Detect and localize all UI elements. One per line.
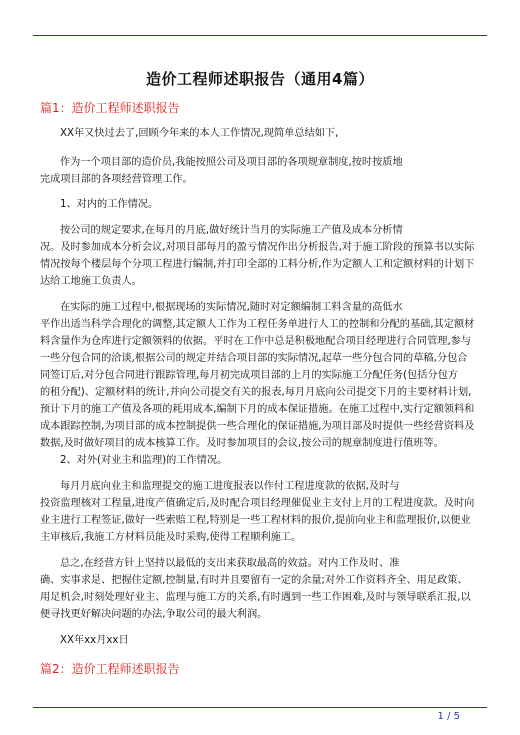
paragraph-line: 预计下月的施工产值及各项的耗用成本,编制下月的成本保证措施。在施工过程中,实行定额领料和 <box>40 404 475 415</box>
paragraph-line: 按公司的规定要求,在每月的月底,做好统计当月的实际施工产值及成本分析情 <box>60 225 403 236</box>
paragraph-line: 一些分包合同的洽谈,根据公司的规定并结合项目部的实际情况,起草一些分包合同的草稿,分包合 <box>40 353 468 364</box>
header-rule <box>33 35 487 36</box>
paragraph-line: XX年xx月xx日 <box>60 635 129 646</box>
section-heading-2: 篇2：造价工程师述职报告 <box>40 662 180 676</box>
paragraph-line: 数据,及时做好项目的成本核算工作。及时参加项目的会议,按公司的规章制度进行值班等。 <box>40 438 444 449</box>
paragraph-5 <box>40 299 483 452</box>
paragraph-line: 的租分配)、定额材料的统计,并向公司提交有关的报表,每月月底向公司提交下月的主要材料计划, <box>40 387 472 398</box>
footer-rule <box>33 707 487 708</box>
paragraph-6 <box>40 452 483 469</box>
paragraph-line: 情况按每个楼层每个分项工程进行编制,并打印全部的工料分析,作为定额人工和定额材料的计划下 <box>40 259 475 270</box>
paragraph-line: 2、对外(对业主和监理)的工作情况。 <box>60 455 228 466</box>
paragraph-line: 总之,在经营方针上坚持以最低的支出来获取最高的效益。对内工作及时、准 <box>60 558 400 569</box>
date-line <box>40 632 483 649</box>
paragraph-1 <box>40 125 483 142</box>
paragraph-line: 用足机会,时刻处理好业主、监理与施工方的关系,有时遇到一些工作困难,及时与领导联系汇报,以 <box>40 592 471 603</box>
paragraph-line: 成本跟踪控制,为项目部的成本控制提供一些合理化的保证措施,为项目部及时提供一些经营资料及 <box>40 421 475 432</box>
paragraph-line: 每月月底向业主和监理提交的施工进度报表以作付工程进度款的依据,及时与 <box>60 481 400 492</box>
paragraph-line: 主审核后,我施工方材料员能及时采购,使得工程顺利施工。 <box>40 532 302 543</box>
paragraph-3 <box>40 196 483 213</box>
paragraph-line: 1、对内的工作情况。 <box>60 199 159 210</box>
paragraph-line: 同签订后,对分包合同进行跟踪管理,每月初完成项目部的上月的实际施工分配任务(包括分包方 <box>40 370 458 381</box>
paragraph-line: 便寻找更好解决问题的办法,争取公司的最大利润。 <box>40 609 268 620</box>
paragraph-line: 达给工地施工负责人。 <box>40 276 142 287</box>
paragraph-line: 完成项目部的各项经营管理工作。 <box>40 174 193 185</box>
paragraph-line: 料含量作为仓库进行定额领料的依据。平时在工作中总是积极地配合项目经理进行合同管理,参与 <box>40 336 472 347</box>
paragraph-line: 在实际的施工过程中,根据现场的实际情况,随时对定额编制工料含量的高低水 <box>60 302 403 313</box>
page-indicator: 1 / 5 <box>437 711 460 722</box>
paragraph-4 <box>40 222 483 290</box>
paragraph-8 <box>40 555 483 623</box>
paragraph-7 <box>40 478 483 546</box>
paragraph-2 <box>40 154 483 188</box>
paragraph-line: 确、实事求是、把握住定额,控制量,有时并且要留有一定的余量;对外工作资料齐全、用足政策、 <box>40 575 468 586</box>
paragraph-line: XX年又快过去了,回顾今年来的本人工作情况,现简单总结如下, <box>60 128 339 139</box>
paragraph-line: 况。及时参加成本分析会议,对项目部每月的盈亏情况作出分析报告,对于施工阶段的预算书以实际 <box>40 242 475 253</box>
paragraph-line: 作为一个项目部的造价员,我能按照公司及项目部的各项规章制度,按时按质地 <box>60 157 403 168</box>
document-title: 造价工程师述职报告（通用4篇） <box>146 70 374 88</box>
paragraph-line: 投资监理核对工程量,进度产值确定后,及时配合项目经理催促业主支付上月的工程进度款。及时向 <box>40 498 475 509</box>
section-heading-1: 篇1：造价工程师述职报告 <box>40 101 180 115</box>
paragraph-line: 业主进行工程签证,做好一些索赔工程,特别是一些工程材料的报价,提前向业主和监理报价,以便业 <box>40 515 471 526</box>
paragraph-line: 平作出适当科学合理化的调整,其定额人工作为工程任务单进行人工的控制和分配的基础,其定额材 <box>40 319 475 330</box>
